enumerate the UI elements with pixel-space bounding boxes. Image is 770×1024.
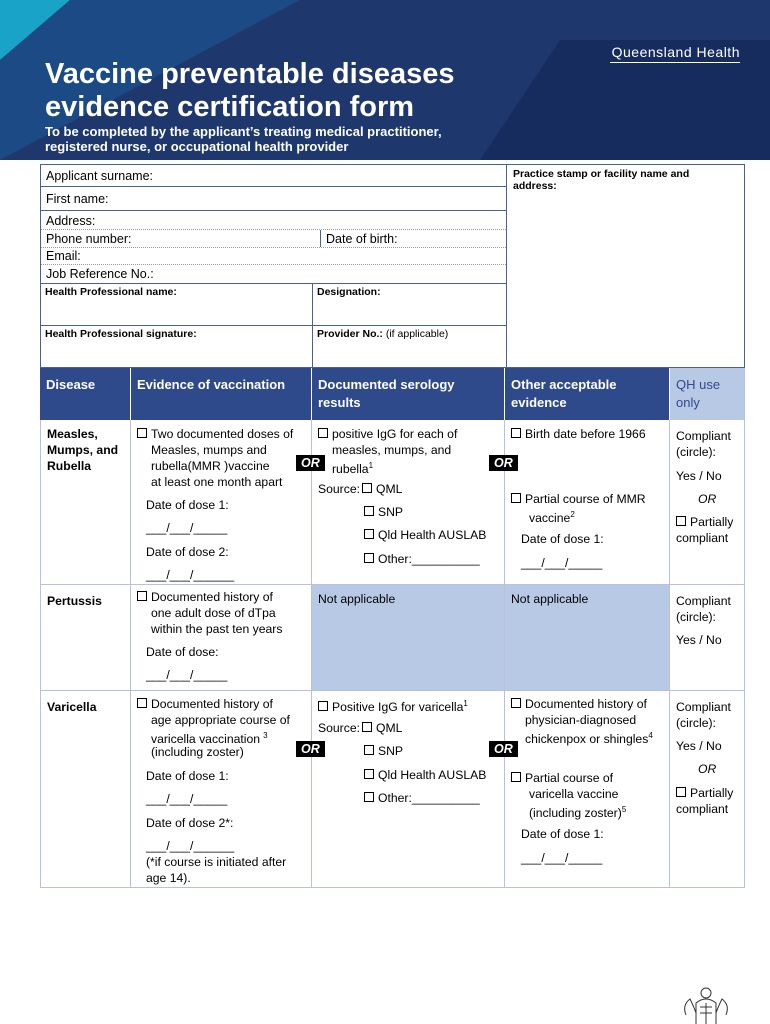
varicella-partial-course-checkbox[interactable]: Partial course of (511, 770, 613, 786)
header-serology: Documented serology results (312, 368, 505, 420)
birth-before-1966-checkbox[interactable]: Birth date before 1966 (511, 426, 646, 442)
header-disease: Disease (40, 368, 131, 420)
pertussis-serology-na: Not applicable (312, 585, 505, 691)
snp-checkbox[interactable]: SNP (364, 743, 403, 759)
designation-field[interactable]: Designation: (313, 284, 506, 326)
checkbox-icon[interactable] (318, 428, 328, 438)
pertussis-yes-no[interactable]: Yes / No (676, 633, 722, 647)
brand-underline (610, 62, 740, 63)
hp-name-field[interactable]: Health Professional name: (41, 284, 313, 326)
varicella-yes-no[interactable]: Yes / No (676, 739, 722, 753)
disease-pertussis: Pertussis (40, 585, 131, 691)
page-subtitle: To be completed by the applicant’s treating medical practitioner, registered nurse, or occupational health provider (45, 124, 442, 154)
varicella-igg-checkbox[interactable]: Positive IgG for varicella$^1$ (318, 696, 468, 715)
address-field[interactable]: Address: (41, 211, 506, 230)
mmr-partially-checkbox[interactable]: Partially (676, 514, 733, 530)
physician-diagnosed-checkbox[interactable]: Documented history of (511, 696, 647, 712)
varicella-serology: Positive IgG for varicella$^1$ Source: QML SNP Qld Health AUSLAB Other:__________ (312, 691, 505, 888)
email-field[interactable]: Email: (41, 248, 506, 265)
checkbox-icon[interactable] (137, 428, 147, 438)
varicella-other-dose-input[interactable]: ___/___/_____ (521, 851, 603, 865)
mmr-two-doses-checkbox[interactable]: Two documented doses of (137, 426, 293, 442)
phone-field[interactable]: Phone number: (46, 232, 132, 246)
pertussis-other-na: Not applicable (505, 585, 670, 691)
disease-varicella: Varicella (40, 691, 131, 888)
snp-checkbox[interactable]: SNP (364, 504, 403, 520)
qml-checkbox[interactable] (362, 483, 372, 493)
mmr-other-dose-input[interactable]: ___/___/_____ (521, 556, 603, 570)
or-label: OR (489, 455, 518, 471)
mmr-dose1-date-input[interactable]: ___/___/_____ (146, 521, 228, 535)
pertussis-dose-date-input[interactable]: ___/___/_____ (146, 668, 228, 682)
header-qh-use: QH use only (670, 368, 745, 420)
or-label: OR (489, 741, 518, 757)
brand-logo: Queensland Health (611, 44, 740, 60)
mmr-other-evidence: Birth date before 1966 Partial course of MMR vaccine$^2$ Date of dose 1: ___/___/_____ (505, 420, 670, 585)
varicella-qh-use: Compliant (circle): Yes / No OR Partially compliant (670, 691, 745, 888)
other-source-checkbox[interactable]: Other:__________ (364, 790, 480, 806)
hp-signature-field[interactable]: Health Professional signature: (41, 326, 313, 367)
mmr-serology: positive IgG for each of measles, mumps, and rubella$^1$ Source: QML SNP Qld Health AUSLAB Other:__________ (312, 420, 505, 585)
first-name-field[interactable]: First name: (41, 187, 506, 211)
varicella-course-checkbox[interactable]: Documented history of (137, 696, 273, 712)
mmr-dose2-date-input[interactable]: ___/___/______ (146, 568, 235, 582)
varicella-dose2-date-input[interactable]: ___/___/______ (146, 839, 235, 853)
mmr-partial-course-checkbox[interactable]: Partial course of MMR (511, 491, 646, 507)
applicant-surname-field[interactable]: Applicant surname: (41, 165, 506, 187)
other-source-checkbox[interactable]: Other:__________ (364, 551, 480, 567)
pertussis-dtpa-checkbox[interactable]: Documented history of (137, 589, 273, 605)
provider-no-field[interactable]: Provider No.: (if applicable) (317, 328, 449, 340)
varicella-dose1-date-input[interactable]: ___/___/_____ (146, 792, 228, 806)
mmr-igg-checkbox[interactable]: positive IgG for each of (318, 426, 457, 442)
dob-field[interactable]: Date of birth: (326, 232, 398, 246)
auslab-checkbox[interactable]: Qld Health AUSLAB (364, 767, 486, 783)
varicella-partially-checkbox[interactable]: Partially (676, 785, 733, 801)
or-label: OR (296, 741, 325, 757)
mmr-yes-no[interactable]: Yes / No (676, 469, 722, 483)
mmr-qh-use: Compliant (circle): Yes / No OR Partially compliant (670, 420, 745, 585)
page-title: Vaccine preventable diseases evidence certification form (45, 58, 455, 123)
pertussis-vaccination-evidence: Documented history of one adult dose of dTpa within the past ten years Date of dose: ___/___/_____ (131, 585, 312, 691)
header-evidence: Evidence of vaccination (131, 368, 312, 420)
or-label: OR (296, 455, 325, 471)
crest-logo-icon (678, 985, 734, 1024)
pertussis-qh-use: Compliant (circle): Yes / No (670, 585, 745, 691)
auslab-checkbox[interactable]: Qld Health AUSLAB (364, 527, 486, 543)
mmr-vaccination-evidence: Two documented doses of Measles, mumps and rubella(MMR )vaccine at least one month apart Date of dose 1: ___/___/_____ Date of dose 2: ___/___/______ (131, 420, 312, 585)
phone-dob-row (41, 230, 506, 248)
varicella-vaccination-evidence: Documented history of age appropriate course of varicella vaccination $^3$ (including zoster) Date of dose 1: ___/___/_____ Date of dose 2*: ___/___/______ (*if course is initiated after age 14). (131, 691, 312, 888)
practice-stamp-box[interactable]: Practice stamp or facility name and address: (506, 165, 744, 367)
job-reference-field[interactable]: Job Reference No.: (41, 265, 506, 284)
header-other-evidence: Other acceptable evidence (505, 368, 670, 420)
vaccine-table (40, 368, 745, 888)
disease-mmr: Measles, Mumps, and Rubella (40, 420, 131, 585)
applicant-details (40, 164, 745, 368)
varicella-other-evidence: Documented history of physician-diagnosed chickenpox or shingles$^4$ Partial course of varicella vaccine (including zoster)$^5$ Date of dose 1: ___/___/_____ (505, 691, 670, 888)
qml-checkbox[interactable] (362, 722, 372, 732)
